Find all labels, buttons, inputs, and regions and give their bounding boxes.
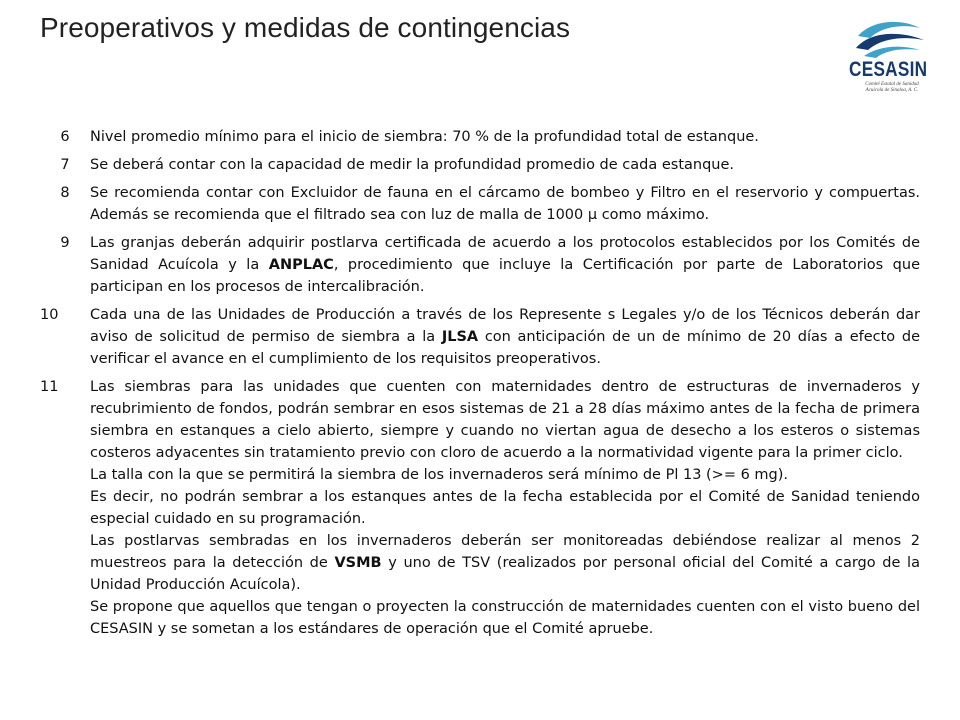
- item-text-bold: ANPLAC: [268, 257, 334, 273]
- item-text-part: Las granjas deberán adquirir postlarva certificada de acuerdo a los protocolos establecidos por los Comités de Sanidad Acuícola y la: [90, 235, 920, 273]
- item-paragraph: La talla con la que se permitirá la siembra de los invernaderos será mínimo de Pl 13 (>= 6 mg).: [90, 467, 789, 483]
- item-text: [90, 304, 920, 370]
- item-text-part: con anticipación de un de mínimo de 20 días a efecto de verificar el avance en el cumplimiento de los requisitos preoperativos.: [90, 329, 920, 367]
- item-number: 6: [60, 129, 70, 145]
- item-text: Se deberá contar con la capacidad de medir la profundidad promedio de cada estanque.: [90, 157, 735, 173]
- list-item: [40, 376, 920, 640]
- list-item: [40, 182, 920, 226]
- list-item: [40, 232, 920, 298]
- item-number: 10: [40, 307, 59, 323]
- item-text: Nivel promedio mínimo para el inicio de siembra: 70 % de la profundidad total de estanque.: [90, 129, 759, 145]
- item-number: 7: [60, 157, 70, 173]
- item-paragraph: [90, 530, 920, 596]
- wave-logo-icon: [848, 14, 928, 60]
- item-text-part: , procedimiento que incluye la Certificación por parte de Laboratorios que participan en los procesos de intercalibración.: [90, 257, 920, 295]
- list-item: [40, 154, 920, 176]
- item-paragraph: Se propone que aquellos que tengan o proyecten la construcción de maternidades cuenten con el visto bueno del CESASIN y se sometan a los estándares de operación que el Comité apruebe.: [90, 599, 920, 637]
- item-text: [90, 232, 920, 298]
- item-text-bold: VSMB: [334, 555, 382, 571]
- logo-name: CESASIN: [849, 58, 928, 81]
- item-text-part: Cada una de las Unidades de Producción a través de los Represente s Legales y/o de los Técnicos deberán dar aviso de solicitud de permiso de siembra a la: [90, 307, 920, 345]
- item-text-part: Las postlarvas sembradas en los invernaderos deberán ser monitoreadas debiéndose realizar al menos 2 muestreos para la detección de: [90, 533, 920, 571]
- cesasin-logo: [848, 14, 928, 104]
- item-paragraph: Las siembras para las unidades que cuenten con maternidades dentro de estructuras de invernaderos y recubrimiento de fondos, podrán sembrar en esos sistemas de 21 a 28 días máximo antes de la fecha de primera siembra en estanques a cielo abierto, siempre y cuando no viertan agua de desecho a los esteros o sistemas costeros adyacentes sin tratamiento previo con cloro de acuerdo a la normatividad vigente para la primer ciclo.: [90, 379, 920, 461]
- slide-title: Preoperativos y medidas de contingencias: [40, 12, 571, 43]
- item-list: [40, 126, 920, 646]
- logo-subtitle: Comité Estatal de Sanidad Acuícola de Sinaloa, A. C.: [865, 82, 919, 93]
- item-number: 11: [40, 379, 59, 395]
- item-text-bold: JLSA: [441, 329, 479, 345]
- item-number: 8: [60, 185, 70, 201]
- list-item: [40, 126, 920, 148]
- item-number: 9: [60, 235, 70, 251]
- list-item: [40, 304, 920, 370]
- item-text: Se recomienda contar con Excluidor de fauna en el cárcamo de bombeo y Filtro en el reservorio y compuertas. Además se recomienda que el filtrado sea con luz de malla de 1000 µ como máximo.: [90, 185, 920, 223]
- item-text-part: y uno de TSV (realizados por personal oficial del Comité a cargo de la Unidad Producción Acuícola).: [90, 555, 920, 593]
- item-text: [90, 376, 920, 640]
- item-paragraph: Es decir, no podrán sembrar a los estanques antes de la fecha establecida por el Comité de Sanidad teniendo especial cuidado en su programación.: [90, 489, 920, 527]
